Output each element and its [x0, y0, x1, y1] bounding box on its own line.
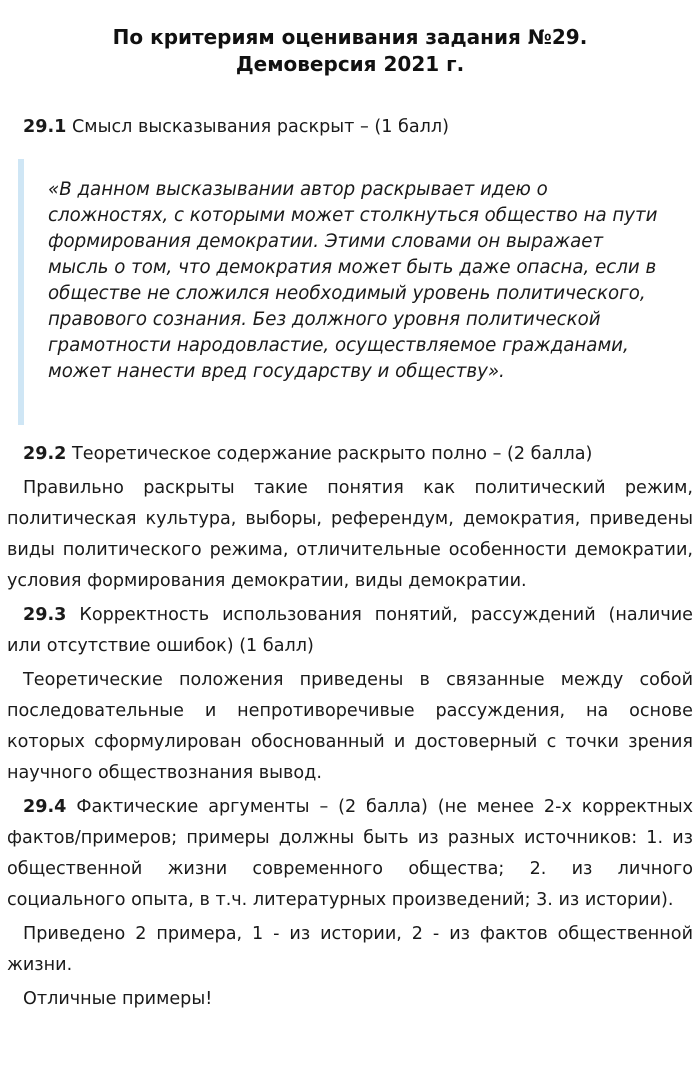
criterion-number: 29.4 — [23, 797, 67, 817]
review-document — [0, 24, 700, 1080]
answer-quote: «В данном высказывании автор раскрывает идею о сложностях, с которыми может столкнуться общество на пути формирования демократии. Этими словами он выражает мысль о том, что демократия может быть даже опасна, если в обществе не сложился необходимый уровень политического, правового сознания. Без должного уровня политической грамотности народовластие, осуществляемое гражданами, может нанести вред государству и обществу». — [18, 159, 693, 425]
title-line-2: Демоверсия 2021 г. — [235, 52, 465, 76]
criterion-text: Корректность использования понятий, рассуждений (наличие или отсутствие ошибок) (1 балл) — [7, 605, 694, 656]
comment-29-3: Теоретические положения приведены в связанные между собой последовательные и непротиворечивые рассуждения, на основе которых сформулирован обоснованный и достоверный с точки зрения научного обществознания вывод. — [7, 670, 693, 783]
criterion-29-3 — [7, 600, 693, 662]
title-line-1: По критериям оценивания задания №29. — [112, 25, 588, 49]
document-title — [7, 24, 693, 78]
criterion-29-4 — [7, 792, 693, 916]
comment-29-4-final: Отличные примеры! — [23, 989, 213, 1009]
criterion-number: 29.2 — [23, 444, 67, 464]
criterion-29-2 — [7, 439, 693, 470]
criterion-text: Смысл высказывания раскрыт – (1 балл) — [72, 117, 450, 137]
comment-29-4: Приведено 2 примера, 1 - из истории, 2 - из фактов общественной жизни. — [7, 924, 693, 975]
criterion-29-1 — [7, 112, 693, 143]
criterion-text: Теоретическое содержание раскрыто полно – (2 балла) — [72, 444, 593, 464]
criterion-number: 29.1 — [23, 117, 67, 137]
criterion-text: Фактические аргументы – (2 балла) (не менее 2-х корректных фактов/примеров; примеры должны быть из разных источников: 1. из общественной жизни современного общества; 2. из личного социального опыта, в т.ч. литературных произведений; 3. из истории). — [7, 797, 693, 910]
criterion-number: 29.3 — [23, 605, 67, 625]
comment-29-2: Правильно раскрыты такие понятия как политический режим, политическая культура, выборы, референдум, демократия, приведены виды политического режима, отличительные особенности демократии, условия формирования демократии, виды демократии. — [7, 478, 693, 591]
